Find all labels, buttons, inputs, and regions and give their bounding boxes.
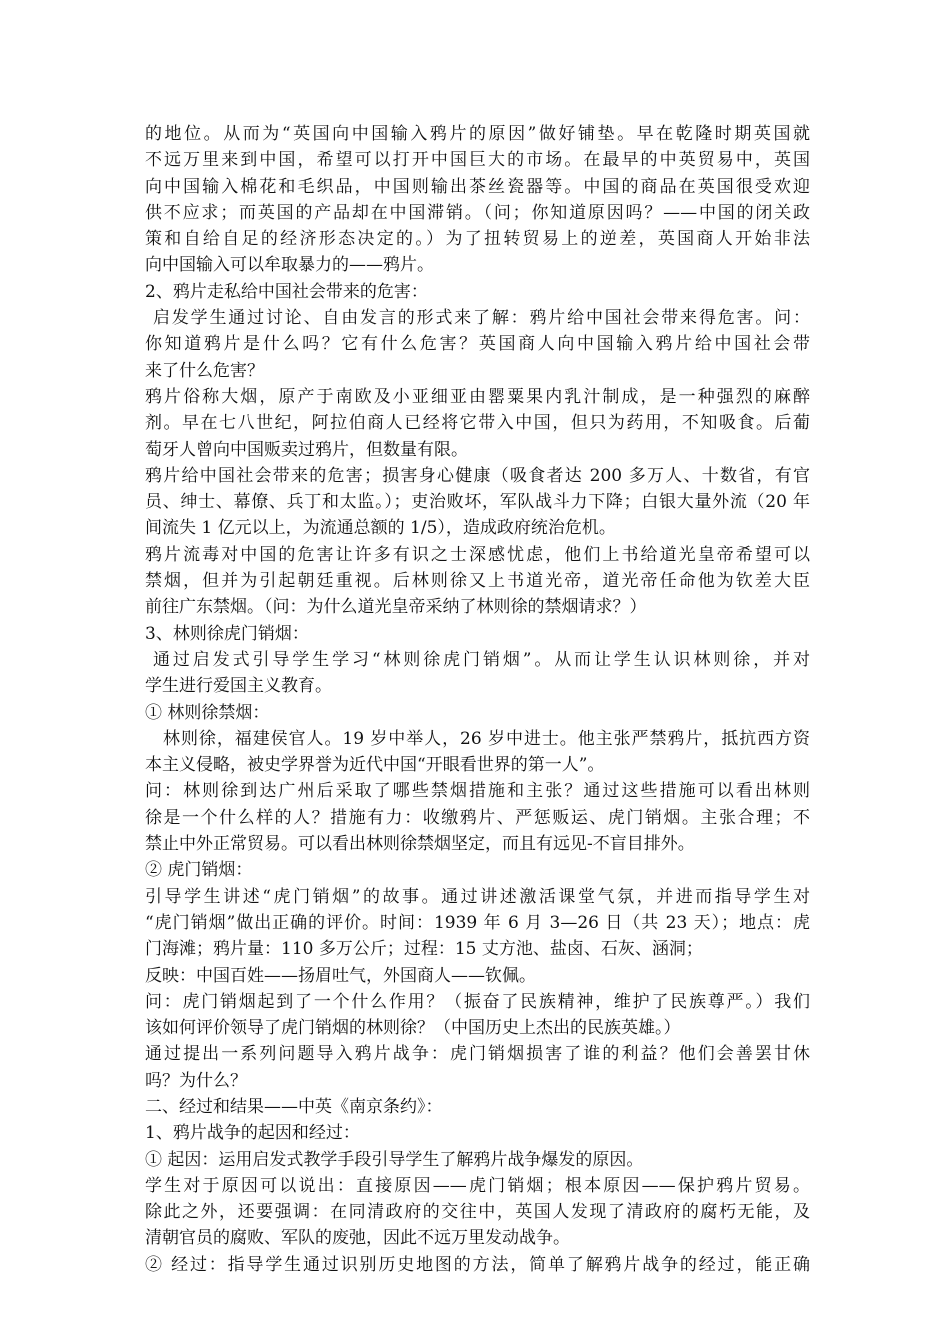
text-line: 来了什么危害？	[145, 360, 264, 381]
text-line: 徐是一个什么样的人？措施有力：收缴鸦片、严惩贩运、虎门销烟。主张合理；不	[145, 807, 810, 828]
text-line: 本主义侵略，被史学界誉为近代中国“开眼看世界的第一人”。	[145, 755, 605, 776]
text-line: 启发学生通过讨论、自由发言的形式来了解：鸦片给中国社会带来得危害。问：	[153, 308, 810, 329]
text-line: 林则徐，福建侯官人。19 岁中举人，26 岁中进士。他主张严禁鸦片，抵抗西方资	[163, 728, 810, 749]
text-line: 鸦片俗称大烟，原产于南欧及小亚细亚由罂粟果内乳汁制成，是一种强烈的麻醉	[145, 386, 810, 407]
text-line: 通过启发式引导学生学习“林则徐虎门销烟”。从而让学生认识林则徐，并对	[153, 649, 810, 670]
text-line: ① 起因：运用启发式教学手段引导学生了解鸦片战争爆发的原因。	[145, 1149, 644, 1170]
text-line: 萄牙人曾向中国贩卖过鸦片，但数量有限。	[145, 439, 468, 460]
text-line: 鸦片流毒对中国的危害让许多有识之士深感忧虑，他们上书给道光皇帝希望可以	[145, 544, 810, 565]
text-line: ① 林则徐禁烟：	[145, 702, 270, 723]
text-line: 反映：中国百姓——扬眉吐气，外国商人——钦佩。	[145, 965, 536, 986]
text-line: 问：林则徐到达广州后采取了哪些禁烟措施和主张？通过这些措施可以看出林则	[145, 781, 810, 802]
text-line: 向中国输入棉花和毛织品，中国则输出茶丝瓷器等。中国的商品在英国很受欢迎	[145, 176, 810, 197]
text-line: 剂。早在七八世纪，阿拉伯商人已经将它带入中国，但只为药用，不知吸食。后葡	[145, 413, 810, 434]
text-line: 间流失 1 亿元以上，为流通总额的 1/5），造成政府统治危机。	[145, 518, 616, 539]
document-page	[145, 121, 810, 1278]
text-line: 禁止中外正常贸易。可以看出林则徐禁烟坚定，而且有远见-不盲目排外。	[145, 834, 695, 855]
text-line: 策和自给自足的经济形态决定的。）为了扭转贸易上的逆差，英国商人开始非法	[145, 229, 810, 250]
text-line: 前往广东禁烟。（问：为什么道光皇帝采纳了林则徐的禁烟请求？）	[145, 597, 647, 618]
text-line: 向中国输入可以牟取暴力的——鸦片。	[145, 255, 434, 276]
text-line: “虎门销烟”做出正确的评价。时间：1939 年 6 月 3—26 日（共 23 天）；地点：虎	[145, 912, 810, 933]
text-line: 的地位。从而为“英国向中国输入鸦片的原因”做好铺垫。早在乾隆时期英国就	[145, 124, 810, 144]
text-line: 3、林则徐虎门销烟：	[145, 623, 309, 644]
text-line: ② 虎门销烟：	[145, 860, 253, 881]
text-line: 不远万里来到中国，希望可以打开中国巨大的市场。在最早的中英贸易中，英国	[145, 150, 810, 171]
text-line: 该如何评价领导了虎门销烟的林则徐？（中国历史上杰出的民族英雄。）	[145, 1018, 681, 1039]
text-line: 你知道鸦片是什么吗？它有什么危害？英国商人向中国输入鸦片给中国社会带	[145, 334, 810, 355]
text-line: 清朝官员的腐败、军队的废弛，因此不远万里发动战争。	[145, 1228, 570, 1249]
text-line: 鸦片给中国社会带来的危害；损害身心健康（吸食者达 200 多万人、十数省，有官	[145, 465, 810, 486]
text-line: 学生对于原因可以说出：直接原因——虎门销烟；根本原因——保护鸦片贸易。	[145, 1175, 810, 1196]
text-line: 员、绅士、幕僚、兵丁和太监。）；吏治败坏，军队战斗力下降；白银大量外流（20 年	[145, 492, 810, 513]
text-line: 通过提出一系列问题导入鸦片战争：虎门销烟损害了谁的利益？他们会善罢甘休	[145, 1044, 810, 1065]
text-line: 学生进行爱国主义教育。	[145, 676, 332, 697]
text-line: 供不应求；而英国的产品却在中国滞销。（问；你知道原因吗？——中国的闭关政	[145, 202, 810, 223]
text-line: 1、鸦片战争的起因和经过：	[145, 1123, 360, 1144]
text-line: 2、鸦片走私给中国社会带来的危害：	[145, 281, 428, 302]
text-line: 引导学生讲述“虎门销烟”的故事。通过讲述激活课堂气氛，并进而指导学生对	[145, 886, 810, 907]
text-line: 二、经过和结果——中英《南京条约》：	[145, 1096, 443, 1117]
text-line: 禁烟，但并为引起朝廷重视。后林则徐又上书道光帝，道光帝任命他为钦差大臣	[145, 571, 810, 592]
text-line: ② 经过：指导学生通过识别历史地图的方法，简单了解鸦片战争的经过，能正确	[145, 1254, 810, 1275]
text-line: 问：虎门销烟起到了一个什么作用？（振奋了民族精神，维护了民族尊严。）我们	[145, 991, 810, 1012]
text-line: 门海滩；鸦片量：110 多万公斤；过程：15 丈方池、盐卤、石灰、涵洞；	[145, 939, 703, 960]
text-line: 除此之外，还要强调：在同清政府的交往中，英国人发现了清政府的腐朽无能，及	[145, 1202, 810, 1223]
text-line: 吗？为什么？	[145, 1070, 247, 1091]
